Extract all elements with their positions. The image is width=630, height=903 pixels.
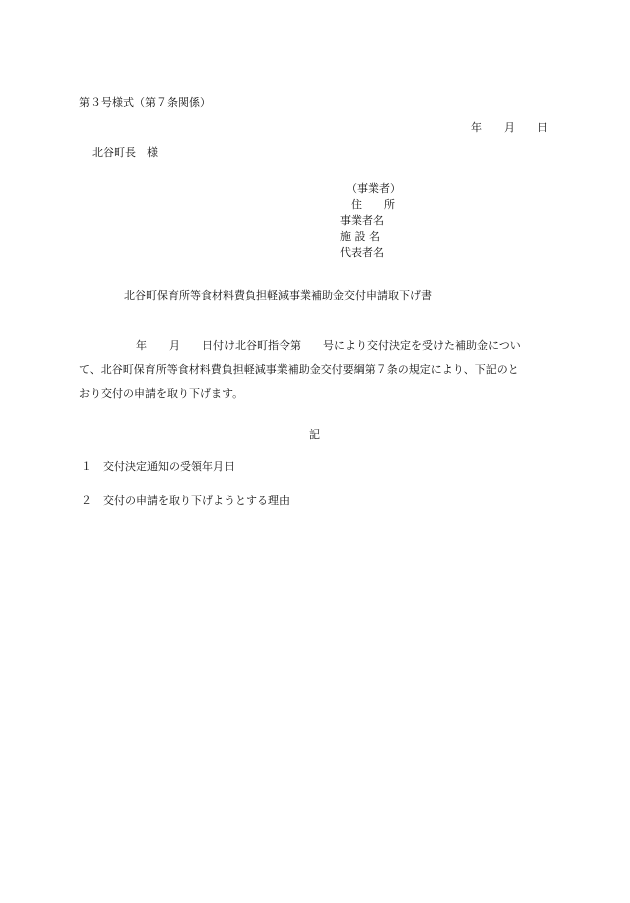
body-line-2: て、北谷町保育所等食材料費負担軽減事業補助金交付要綱第７条の規定により、下記のと bbox=[79, 363, 519, 376]
list-item bbox=[81, 460, 235, 474]
body-month-label: 月 bbox=[169, 339, 180, 352]
list-item-number: １ bbox=[81, 460, 92, 473]
date-month-label: 月 bbox=[504, 121, 515, 134]
list-item-number: ２ bbox=[81, 494, 92, 507]
applicant-address-label: 住 所 bbox=[351, 198, 395, 211]
body-year-label: 年 bbox=[136, 339, 147, 352]
document-title: 北谷町保育所等食材料費負担軽減事業補助金交付申請取下げ書 bbox=[124, 289, 432, 302]
applicant-heading: （事業者） bbox=[346, 182, 401, 195]
body-line-1 bbox=[79, 334, 553, 358]
body-part2: 号により交付決定を受けた補助金につい bbox=[323, 339, 521, 352]
list-item bbox=[81, 494, 290, 508]
body-part1: 日付け北谷町指令第 bbox=[202, 339, 301, 352]
form-number: 第３号様式（第７条関係） bbox=[79, 96, 211, 109]
ki-heading: 記 bbox=[309, 428, 320, 441]
body-line-3: おり交付の申請を取り下げます。 bbox=[79, 387, 244, 400]
date-year-label: 年 bbox=[471, 121, 482, 134]
date-line bbox=[471, 121, 548, 135]
applicant-representative-label: 代表者名 bbox=[340, 246, 384, 259]
addressee: 北谷町長 様 bbox=[92, 146, 158, 159]
list-item-text: 交付の申請を取り下げようとする理由 bbox=[103, 494, 290, 507]
applicant-business-name-label: 事業者名 bbox=[340, 214, 384, 227]
applicant-block bbox=[340, 181, 430, 261]
date-day-label: 日 bbox=[537, 121, 548, 134]
applicant-facility-name-label: 施 設 名 bbox=[340, 230, 380, 243]
body-text bbox=[79, 334, 553, 406]
list-item-text: 交付決定通知の受領年月日 bbox=[103, 460, 235, 473]
